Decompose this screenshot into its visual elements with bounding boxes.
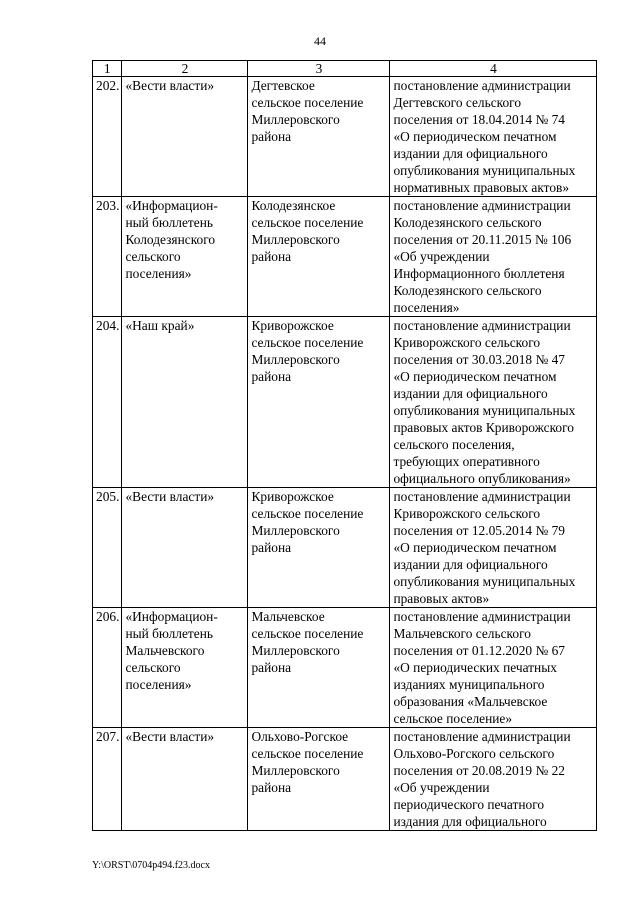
cell-text-line: требующих оперативного	[393, 454, 540, 469]
cell-text-line: «Наш край»	[125, 318, 195, 333]
table-row	[93, 728, 597, 831]
cell-text-line: поселения»	[125, 677, 192, 692]
cell-text-line: Колодезянского сельского	[393, 283, 542, 298]
settlement-cell	[248, 317, 390, 488]
settlement-cell	[248, 488, 390, 608]
cell-text-line: сельское поселение	[251, 626, 364, 641]
cell-text-line: Миллеровского	[251, 763, 340, 778]
row-number: 203.	[93, 197, 122, 317]
cell-text-line: поселения от 20.08.2019 № 22	[393, 763, 565, 778]
cell-text-line: издания для официального	[393, 814, 547, 829]
cell-text-line: района	[251, 780, 292, 795]
cell-text-line: постановление администрации	[393, 198, 571, 213]
cell-text-line: Миллеровского	[251, 352, 340, 367]
cell-text-line: поселения»	[125, 266, 192, 281]
cell-text-line: опубликования муниципальных	[393, 574, 576, 589]
cell-text-line: Миллеровского	[251, 523, 340, 538]
cell-text-line: района	[251, 369, 292, 384]
cell-text-line: Миллеровского	[251, 643, 340, 658]
cell-text-line: ный бюллетень	[125, 215, 213, 230]
cell-text-line: «О периодическом печатном	[393, 369, 557, 384]
cell-text-line: Криворожского сельского	[393, 335, 541, 350]
column-header-3: 3	[248, 61, 390, 77]
cell-text-line: «Информацион-	[125, 609, 218, 624]
cell-text-line: Миллеровского	[251, 232, 340, 247]
page-number: 44	[314, 34, 326, 48]
cell-text-line: Мальчевского сельского	[393, 626, 531, 641]
founding-document-cell	[390, 317, 597, 488]
cell-text-line: «Вести власти»	[125, 729, 215, 744]
cell-text-line: Информационного бюллетеня	[393, 266, 565, 281]
cell-text-line: образования «Мальчевское	[393, 694, 548, 709]
settlement-cell	[248, 77, 390, 197]
cell-text-line: «О периодических печатных	[393, 660, 557, 675]
cell-text-line: нормативных правовых актов»	[393, 180, 570, 195]
cell-text-line: района	[251, 129, 292, 144]
settlement-cell	[248, 608, 390, 728]
row-number: 207.	[93, 728, 122, 831]
column-header-2: 2	[122, 61, 248, 77]
cell-text-line: сельское поселение	[251, 506, 364, 521]
cell-text-line: изданиях муниципального	[393, 677, 545, 692]
cell-text-line: сельского	[125, 249, 181, 264]
cell-text-line: правовых актов Криворожского	[393, 420, 574, 435]
cell-text-line: постановление администрации	[393, 729, 571, 744]
founding-document-cell	[390, 77, 597, 197]
cell-text-line: Ольховo-Рогское	[251, 729, 349, 744]
table-row	[93, 77, 597, 197]
founding-document-cell	[390, 728, 597, 831]
cell-text-line: «Об учреждении	[393, 249, 490, 264]
periodical-name-cell	[122, 728, 248, 831]
table-header-row	[93, 61, 597, 77]
column-header-4: 4	[390, 61, 597, 77]
cell-text-line: поселения от 12.05.2014 № 79	[393, 523, 565, 538]
cell-text-line: Колодезянского	[125, 232, 216, 247]
cell-text-line: поселения от 20.11.2015 № 106	[393, 232, 572, 247]
cell-text-line: «О периодическом печатном	[393, 129, 557, 144]
table-body	[93, 77, 597, 831]
cell-text-line: района	[251, 540, 292, 555]
cell-text-line: сельское поселение	[251, 215, 364, 230]
cell-text-line: постановление администрации	[393, 318, 571, 333]
cell-text-line: Миллеровского	[251, 112, 340, 127]
cell-text-line: поселения от 01.12.2020 № 67	[393, 643, 565, 658]
cell-text-line: издании для официального	[393, 386, 548, 401]
registry-table	[92, 60, 597, 831]
table-row	[93, 317, 597, 488]
cell-text-line: постановление администрации	[393, 489, 571, 504]
cell-text-line: опубликования муниципальных	[393, 163, 576, 178]
cell-text-line: ный бюллетень	[125, 626, 213, 641]
cell-text-line: «Вести власти»	[125, 489, 215, 504]
column-header-1: 1	[93, 61, 122, 77]
cell-text-line: Дегтевского сельского	[393, 95, 522, 110]
cell-text-line: района	[251, 249, 292, 264]
cell-text-line: «Об учреждении	[393, 780, 490, 795]
cell-text-line: Колодезянское	[251, 198, 336, 213]
settlement-cell	[248, 728, 390, 831]
cell-text-line: постановление администрации	[393, 609, 571, 624]
cell-text-line: сельское поселение»	[393, 711, 513, 726]
cell-text-line: сельского	[125, 660, 181, 675]
cell-text-line: Колодезянского сельского	[393, 215, 542, 230]
cell-text-line: сельское поселение	[251, 95, 364, 110]
cell-text-line: правовых актов»	[393, 591, 490, 606]
cell-text-line: официального опубликования»	[393, 471, 571, 486]
cell-text-line: Мальчевское	[251, 609, 325, 624]
periodical-name-cell	[122, 77, 248, 197]
row-number: 205.	[93, 488, 122, 608]
cell-text-line: «Информацион-	[125, 198, 218, 213]
periodical-name-cell	[122, 488, 248, 608]
cell-text-line: поселения от 18.04.2014 № 74	[393, 112, 565, 127]
founding-document-cell	[390, 197, 597, 317]
cell-text-line: района	[251, 660, 292, 675]
cell-text-line: поселения»	[393, 300, 460, 315]
cell-text-line: Ольхово-Рогского сельского	[393, 746, 555, 761]
row-number: 202.	[93, 77, 122, 197]
cell-text-line: Криворожское	[251, 318, 334, 333]
cell-text-line: Дегтевское	[251, 78, 315, 93]
row-number: 204.	[93, 317, 122, 488]
cell-text-line: «Вести власти»	[125, 78, 215, 93]
founding-document-cell	[390, 608, 597, 728]
cell-text-line: поселения от 30.03.2018 № 47	[393, 352, 565, 367]
cell-text-line: сельское поселение	[251, 335, 364, 350]
settlement-cell	[248, 197, 390, 317]
cell-text-line: опубликования муниципальных	[393, 403, 576, 418]
cell-text-line: сельского поселения,	[393, 437, 515, 452]
table-row	[93, 488, 597, 608]
cell-text-line: издании для официального	[393, 146, 548, 161]
periodical-name-cell	[122, 317, 248, 488]
row-number: 206.	[93, 608, 122, 728]
periodical-name-cell	[122, 197, 248, 317]
table-row	[93, 608, 597, 728]
periodical-name-cell	[122, 608, 248, 728]
cell-text-line: сельское поселение	[251, 746, 364, 761]
cell-text-line: Криворожского сельского	[393, 506, 541, 521]
cell-text-line: периодического печатного	[393, 797, 545, 812]
cell-text-line: издании для официального	[393, 557, 548, 572]
cell-text-line: Криворожское	[251, 489, 334, 504]
cell-text-line: Мальчевского	[125, 643, 205, 658]
founding-document-cell	[390, 488, 597, 608]
table-row	[93, 197, 597, 317]
file-path-footer: Y:\ORST\0704p494.f23.docx	[92, 860, 210, 871]
cell-text-line: «О периодическом печатном	[393, 540, 557, 555]
cell-text-line: постановление администрации	[393, 78, 571, 93]
